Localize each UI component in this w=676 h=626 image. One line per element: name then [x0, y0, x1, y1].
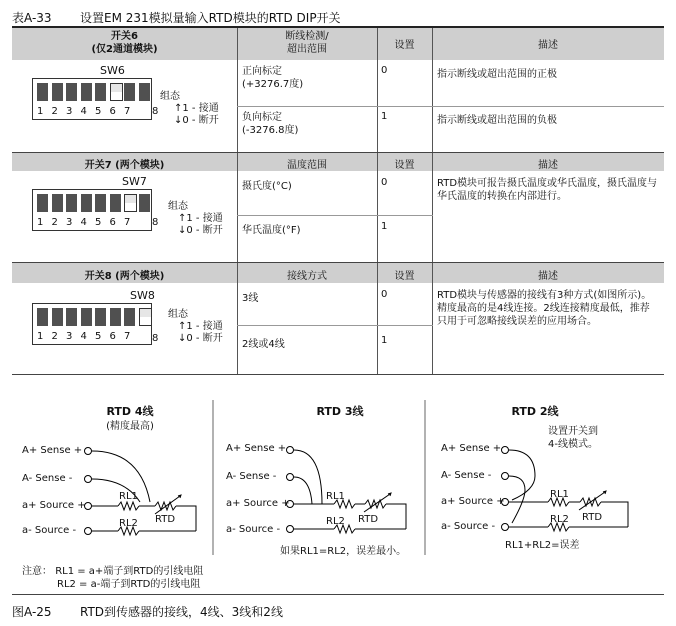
header-col4: 描述	[538, 40, 558, 51]
diagram-title: RTD 4线	[106, 405, 154, 418]
diagram-subtitle: (精度最高)	[106, 421, 154, 432]
table-title: 设置EM 231模拟量输入RTD模块的RTD DIP开关	[80, 11, 341, 25]
dip-numbers: 1 2 3 4 5 6 7	[37, 331, 131, 342]
figure-title: RTD到传感器的接线，4线、3线和2线	[80, 605, 283, 619]
dip-numbers: 1 2 3 4 5 6 7	[37, 106, 131, 117]
rtd-label: RTD	[155, 514, 176, 525]
table-number: 表A-33	[12, 11, 52, 25]
row-setting: 1	[381, 111, 388, 122]
diagram-note: 设置开关到 4-线模式。	[548, 426, 598, 450]
rtd-label: RTD	[358, 514, 379, 525]
resistor-label: RL2	[550, 514, 569, 525]
row-description: 指示断线或超出范围的正极	[437, 69, 557, 80]
terminal-a-minus-source: a- Source -	[441, 521, 496, 532]
resistor-label: RL1	[326, 491, 345, 502]
header-col1: 开关6 (仅2通道模块)	[91, 31, 158, 55]
row-description: RTD模块与传感器的接线有3种方式(如图所示)。精度最高的是4线连接。2线连接精度最低，推荐只用于可忽略接线误差的应用场合。	[437, 290, 652, 327]
dip-label: SW7	[122, 175, 147, 188]
header-col2: 接线方式	[287, 271, 327, 282]
dip-switch-block	[32, 78, 152, 120]
dip-number-8: 8	[152, 333, 159, 344]
header-col4: 描述	[538, 271, 558, 282]
dip-label: SW6	[100, 64, 125, 77]
dip-switch-block	[32, 303, 152, 345]
terminal-a-minus-sense: A- Sense -	[22, 473, 73, 484]
row-setting: 0	[381, 177, 388, 188]
rtd-label: RTD	[582, 512, 603, 523]
section-sw8	[12, 263, 664, 375]
terminal-a-minus-sense: A- Sense -	[226, 471, 277, 482]
row-option: 2线或4线	[242, 339, 285, 350]
terminal-a-plus-source: a+ Source +	[226, 498, 290, 509]
notes-line1: RL1 = a+端子到RTD的引线电阻	[55, 566, 204, 577]
notes	[22, 565, 203, 578]
resistor-label: RL2	[326, 516, 345, 527]
terminal-a-minus-sense: A- Sense -	[441, 470, 492, 481]
terminal-a-minus-source: a- Source -	[22, 525, 77, 536]
dip-label: SW8	[130, 289, 155, 302]
row-option: 正向标定 (+3276.7度)	[242, 66, 304, 90]
dip-switch-block	[32, 189, 152, 231]
row-option: 负向标定 (-3276.8度)	[242, 112, 299, 136]
notes-prefix: 注意：	[22, 566, 52, 577]
row-option: 华氏温度(°F)	[242, 225, 301, 236]
terminal-a-plus-source: a+ Source +	[441, 496, 505, 507]
header-col1: 开关7 (两个模块)	[84, 160, 165, 171]
diagram-title: RTD 3线	[316, 405, 364, 418]
dip-number-8: 8	[152, 217, 159, 228]
row-setting: 1	[381, 221, 388, 232]
section-sw6	[12, 28, 664, 153]
diagram-bottom-note: RL1+RL2=误差	[505, 540, 580, 551]
dip-numbers: 1 2 3 4 5 6 7	[37, 217, 131, 228]
terminal-a-plus-sense: A+ Sense +	[22, 445, 83, 456]
header-col3: 设置	[394, 271, 415, 282]
terminal-a-plus-sense: A+ Sense +	[441, 443, 502, 454]
figure-caption	[12, 603, 283, 620]
resistor-label: RL2	[119, 518, 138, 529]
row-option: 摄氏度(°C)	[242, 181, 292, 192]
row-description: RTD模块可报告摄氏温度或华氏温度，摄氏温度与华氏温度的转换在内部进行。	[437, 178, 658, 202]
terminal-a-plus-sense: A+ Sense +	[226, 443, 287, 454]
notes-line2: RL2 = a-端子到RTD的引线电阻	[57, 579, 201, 590]
config-legend: 组态 ↑1 - 接通 ↓0 - 断开	[168, 201, 223, 236]
diagram-3wire	[287, 447, 407, 534]
diagram-title: RTD 2线	[511, 405, 559, 418]
header-col3: 设置	[394, 40, 415, 51]
config-legend: 组态 ↑1 - 接通 ↓0 - 断开	[160, 91, 219, 126]
header-col2: 温度范围	[287, 160, 327, 171]
terminal-a-plus-source: a+ Source +	[22, 500, 86, 511]
header-col3: 设置	[394, 160, 415, 171]
row-setting: 0	[381, 65, 388, 76]
row-setting: 0	[381, 289, 388, 300]
resistor-label: RL1	[550, 489, 569, 500]
header-col2: 断线检测/ 超出范围	[285, 31, 329, 55]
terminal-a-minus-source: a- Source -	[226, 524, 281, 535]
section-sw7	[12, 153, 664, 263]
row-description: 指示断线或超出范围的负极	[437, 115, 557, 126]
header-col4: 描述	[538, 160, 558, 171]
diagram-note: 如果RL1=RL2，误差最小。	[280, 546, 407, 557]
diagram-4wire	[85, 448, 197, 536]
resistor-label: RL1	[119, 491, 138, 502]
row-setting: 1	[381, 335, 388, 346]
row-option: 3线	[242, 293, 259, 304]
table-caption	[12, 9, 341, 26]
figure-number: 图A-25	[12, 605, 52, 619]
header-col1: 开关8 (两个模块)	[84, 271, 165, 282]
config-legend: 组态 ↑1 - 接通 ↓0 - 断开	[168, 309, 223, 344]
dip-number-8: 8	[152, 106, 159, 117]
